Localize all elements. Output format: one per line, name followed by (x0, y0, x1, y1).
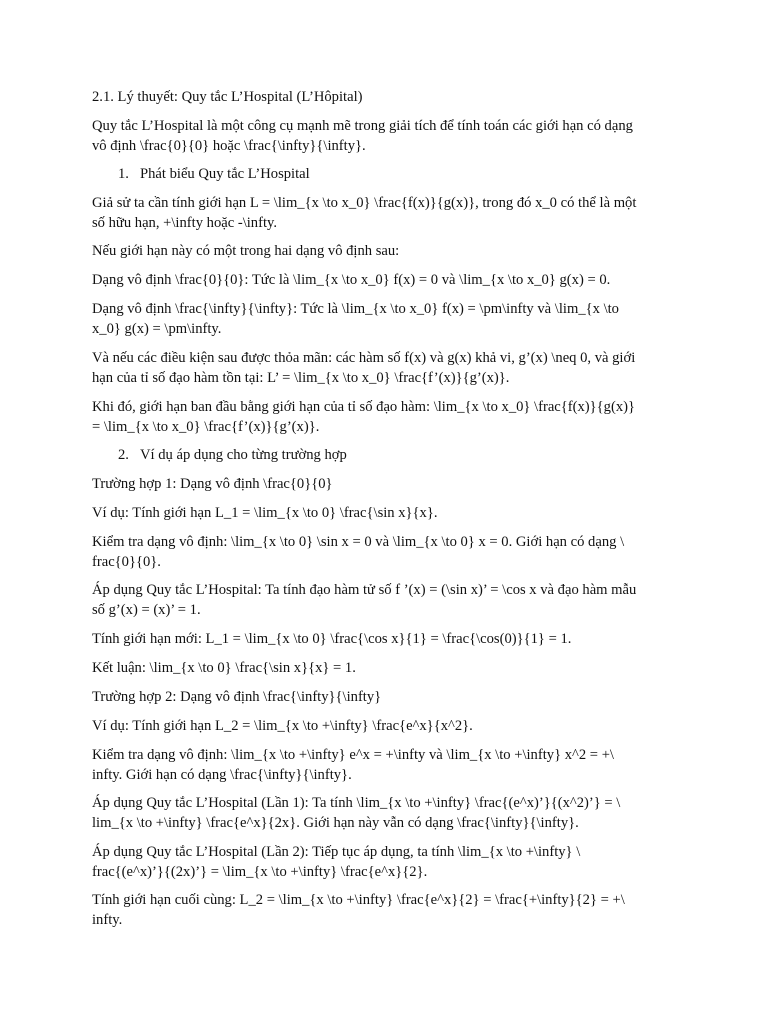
intro-line-2: vô định \frac{0}{0} hoặc \frac{\infty}{\infty}. (92, 138, 366, 154)
list-item-1 (118, 164, 310, 184)
paragraph-line: Kết luận: \lim_{x \to 0} \frac{\sin x}{x} = 1. (92, 660, 356, 676)
section-heading: 2.1. Lý thuyết: Quy tắc L’Hospital (L’Hôpital) (92, 89, 363, 105)
paragraph-line: Dạng vô định \frac{0}{0}: Tức là \lim_{x \to x_0} f(x) = 0 và \lim_{x \to x_0} g(x) = 0. (92, 272, 611, 288)
paragraph-line: Áp dụng Quy tắc L’Hospital (Lần 1): Ta tính \lim_{x \to +\infty} \frac{(e^x)’}{(x^2)’} = \ (92, 795, 621, 811)
list-item-text: Phát biểu Quy tắc L’Hospital (140, 166, 310, 182)
paragraph-line: x_0} g(x) = \pm\infty. (92, 321, 222, 337)
paragraph-line: Ví dụ: Tính giới hạn L_1 = \lim_{x \to 0} \frac{\sin x}{x}. (92, 505, 438, 521)
paragraph-line: Nếu giới hạn này có một trong hai dạng vô định sau: (92, 243, 400, 259)
paragraph-line: infty. Giới hạn có dạng \frac{\infty}{\infty}. (92, 767, 352, 783)
paragraph-line: Và nếu các điều kiện sau được thỏa mãn: các hàm số f(x) và g(x) khả vi, g’(x) \neq 0, và giới (92, 350, 636, 366)
paragraph-line: infty. (92, 912, 123, 928)
paragraph-line: Tính giới hạn mới: L_1 = \lim_{x \to 0} \frac{\cos x}{1} = \frac{\cos(0)}{1} = 1. (92, 631, 572, 647)
list-item-2 (118, 445, 347, 465)
paragraph-line: Áp dụng Quy tắc L’Hospital (Lần 2): Tiếp tục áp dụng, ta tính \lim_{x \to +\infty} \ (92, 844, 581, 860)
list-number: 2. (118, 447, 129, 463)
paragraph-line: hạn của tỉ số đạo hàm tồn tại: L’ = \lim_{x \to x_0} \frac{f’(x)}{g’(x)}. (92, 370, 510, 386)
paragraph-line: số hữu hạn, +\infty hoặc -\infty. (92, 215, 278, 231)
paragraph-line: Giả sử ta cần tính giới hạn L = \lim_{x \to x_0} \frac{f(x)}{g(x)}, trong đó x_0 có thể là một (92, 195, 637, 211)
paragraph-line: Kiểm tra dạng vô định: \lim_{x \to 0} \sin x = 0 và \lim_{x \to 0} x = 0. Giới hạn có dạng \ (92, 534, 625, 550)
paragraph-line: Tính giới hạn cuối cùng: L_2 = \lim_{x \to +\infty} \frac{e^x}{2} = \frac{+\infty}{2} = +\ (92, 892, 625, 908)
case-1-title: Trường hợp 1: Dạng vô định \frac{0}{0} (92, 476, 333, 492)
paragraph-line: Áp dụng Quy tắc L’Hospital: Ta tính đạo hàm tử số f ’(x) = (\sin x)’ = \cos x và đạo hàm mẫu (92, 582, 637, 598)
paragraph-line: số g’(x) = (x)’ = 1. (92, 602, 201, 618)
paragraph-line: Ví dụ: Tính giới hạn L_2 = \lim_{x \to +\infty} \frac{e^x}{x^2}. (92, 718, 473, 734)
paragraph-line: Kiểm tra dạng vô định: \lim_{x \to +\infty} e^x = +\infty và \lim_{x \to +\infty} x^2 = +\ (92, 747, 614, 763)
case-2-title: Trường hợp 2: Dạng vô định \frac{\infty}{\infty} (92, 689, 382, 705)
list-item-text: Ví dụ áp dụng cho từng trường hợp (140, 447, 347, 463)
paragraph-line: Khi đó, giới hạn ban đầu bằng giới hạn của tỉ số đạo hàm: \lim_{x \to x_0} \frac{f(x)}{g(x)} (92, 399, 635, 415)
list-number: 1. (118, 166, 129, 182)
paragraph-line: = \lim_{x \to x_0} \frac{f’(x)}{g’(x)}. (92, 419, 320, 435)
paragraph-line: frac{(e^x)’}{(2x)’} = \lim_{x \to +\infty} \frac{e^x}{2}. (92, 864, 428, 880)
paragraph-line: Dạng vô định \frac{\infty}{\infty}: Tức là \lim_{x \to x_0} f(x) = \pm\infty và \lim_{x \to (92, 301, 619, 317)
paragraph-line: lim_{x \to +\infty} \frac{e^x}{2x}. Giới hạn này vẫn có dạng \frac{\infty}{\infty}. (92, 815, 579, 831)
paragraph-line: frac{0}{0}. (92, 554, 161, 570)
intro-line-1: Quy tắc L’Hospital là một công cụ mạnh mẽ trong giải tích để tính toán các giới hạn có dạng (92, 118, 633, 134)
